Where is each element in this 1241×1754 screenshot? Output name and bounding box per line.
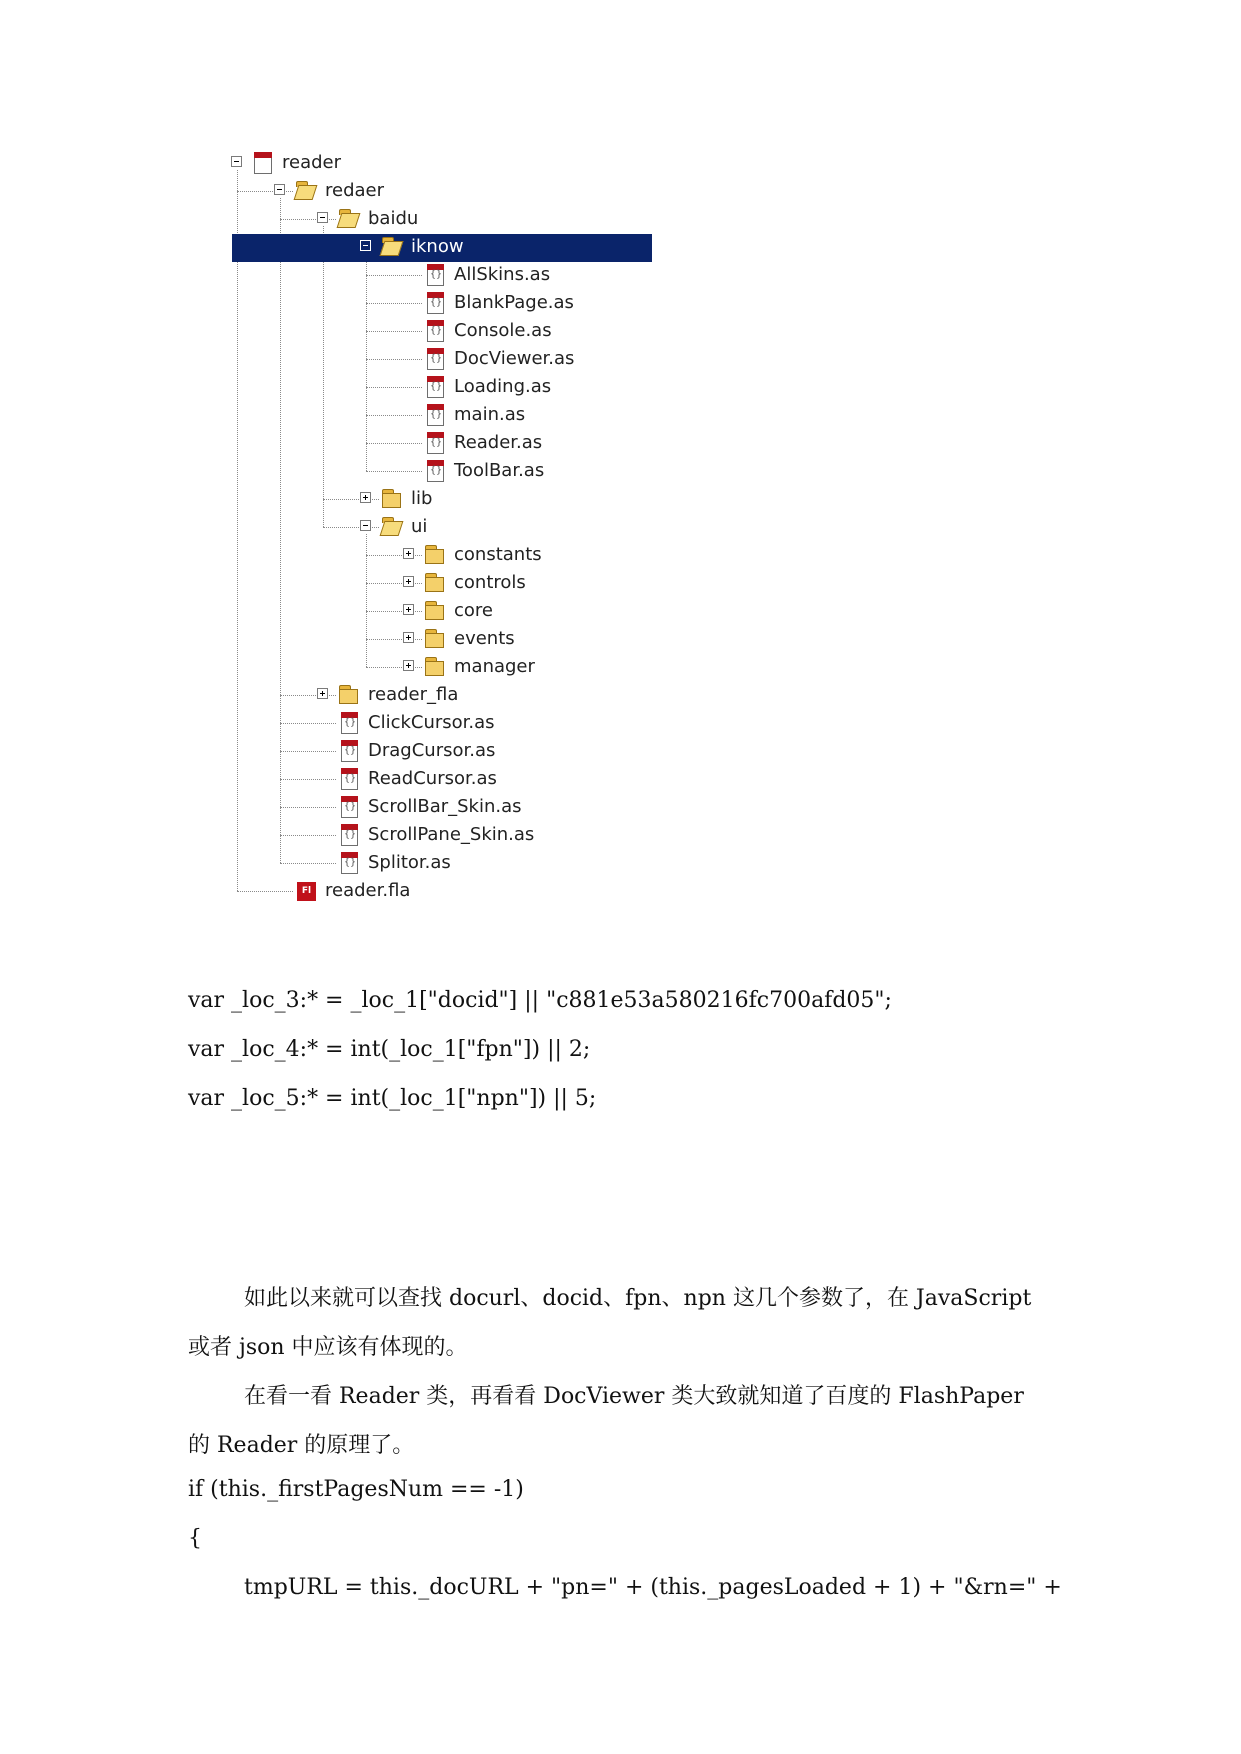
collapse-icon[interactable] <box>360 520 371 531</box>
tree-row[interactable] <box>232 626 652 652</box>
as-file-icon <box>336 739 362 763</box>
tree-row[interactable] <box>232 262 652 288</box>
tree-item-label: ScrollPane_Skin.as <box>368 824 535 845</box>
as-file-icon <box>336 823 362 847</box>
code-line: if (this._firstPagesNum == -1) <box>188 1477 524 1502</box>
folder-open-icon <box>379 515 405 539</box>
paragraph-line: 如此以来就可以查找 docurl、docid、fpn、npn 这几个参数了，在 JavaScript <box>244 1286 1032 1311</box>
code-line: var _loc_5:* = int(_loc_1["npn"]) || 5; <box>188 1086 597 1111</box>
tree-row[interactable] <box>232 570 652 596</box>
as-file-icon <box>336 851 362 875</box>
collapse-icon[interactable] <box>360 240 371 251</box>
tree-item-label: Loading.as <box>454 376 552 397</box>
tree-item-label: Splitor.as <box>368 852 451 873</box>
tree-item-label: ui <box>411 516 428 537</box>
tree-row[interactable] <box>232 794 652 820</box>
as-file-icon <box>422 263 448 287</box>
tree-row[interactable] <box>232 766 652 792</box>
collapse-icon[interactable] <box>317 212 328 223</box>
tree-row[interactable] <box>232 458 652 484</box>
tree-row[interactable] <box>232 206 652 232</box>
as-file-icon <box>422 431 448 455</box>
folder-icon <box>379 487 405 511</box>
tree-row[interactable] <box>232 402 652 428</box>
tree-item-label: Reader.as <box>454 432 543 453</box>
folder-open-icon <box>336 207 362 231</box>
folder-icon <box>336 683 362 707</box>
tree-item-label: baidu <box>368 208 419 229</box>
code-line: var _loc_3:* = _loc_1["docid"] || "c881e53a580216fc700afd05"; <box>188 988 892 1013</box>
expand-icon[interactable] <box>403 576 414 587</box>
tree-row[interactable] <box>232 878 652 904</box>
paragraph-line: 的 Reader 的原理了。 <box>188 1433 415 1458</box>
expand-icon[interactable] <box>317 688 328 699</box>
expand-icon[interactable] <box>403 604 414 615</box>
tree-item-label: reader_fla <box>368 684 459 705</box>
as-file-icon <box>422 403 448 427</box>
code-line: var _loc_4:* = int(_loc_1["fpn"]) || 2; <box>188 1037 591 1062</box>
tree-row[interactable] <box>232 234 652 260</box>
tree-row[interactable] <box>232 318 652 344</box>
as-file-icon <box>336 767 362 791</box>
tree-row[interactable] <box>232 514 652 540</box>
tree-row[interactable] <box>232 178 652 204</box>
tree-item-label: DragCursor.as <box>368 740 496 761</box>
tree-row[interactable] <box>232 738 652 764</box>
tree-row[interactable] <box>232 150 652 176</box>
tree-item-label: manager <box>454 656 535 677</box>
folder-icon <box>422 543 448 567</box>
tree-row[interactable] <box>232 654 652 680</box>
fla-file-icon <box>293 879 319 903</box>
tree-item-label: main.as <box>454 404 526 425</box>
tree-item-label: constants <box>454 544 542 565</box>
folder-open-icon <box>379 235 405 259</box>
tree-row[interactable] <box>232 486 652 512</box>
tree-item-label: ClickCursor.as <box>368 712 495 733</box>
expand-icon[interactable] <box>403 632 414 643</box>
tree-item-label: AllSkins.as <box>454 264 551 285</box>
folder-icon <box>422 599 448 623</box>
tree-item-label: Console.as <box>454 320 552 341</box>
tree-row[interactable] <box>232 346 652 372</box>
tree-row[interactable] <box>232 710 652 736</box>
collapse-icon[interactable] <box>231 156 242 167</box>
tree-row[interactable] <box>232 822 652 848</box>
code-line: { <box>188 1526 202 1551</box>
as-file-icon <box>422 375 448 399</box>
paragraph-line: 或者 json 中应该有体现的。 <box>188 1335 468 1360</box>
folder-icon <box>422 627 448 651</box>
expand-icon[interactable] <box>403 548 414 559</box>
folder-icon <box>422 655 448 679</box>
tree-row[interactable] <box>232 682 652 708</box>
tree-row[interactable] <box>232 850 652 876</box>
file-tree <box>232 150 652 920</box>
collapse-icon[interactable] <box>274 184 285 195</box>
as-file-icon <box>422 319 448 343</box>
tree-item-label: redaer <box>325 180 385 201</box>
tree-item-label: ReadCursor.as <box>368 768 497 789</box>
tree-item-label: lib <box>411 488 433 509</box>
as-file-icon <box>422 347 448 371</box>
paragraph-line: 在看一看 Reader 类，再看看 DocViewer 类大致就知道了百度的 FlashPaper <box>244 1384 1024 1409</box>
tree-row[interactable] <box>232 430 652 456</box>
tree-item-label: controls <box>454 572 526 593</box>
expand-icon[interactable] <box>360 492 371 503</box>
folder-open-icon <box>293 179 319 203</box>
tree-item-label: BlankPage.as <box>454 292 574 313</box>
folder-icon <box>422 571 448 595</box>
tree-item-label: core <box>454 600 493 621</box>
tree-item-label: events <box>454 628 515 649</box>
tree-item-label: DocViewer.as <box>454 348 575 369</box>
expand-icon[interactable] <box>403 660 414 671</box>
code-line: tmpURL = this._docURL + "pn=" + (this._pagesLoaded + 1) + "&rn=" + <box>244 1575 1062 1600</box>
as-file-icon <box>336 795 362 819</box>
tree-row[interactable] <box>232 374 652 400</box>
tree-item-label: iknow <box>411 236 464 257</box>
tree-item-label: reader.fla <box>325 880 411 901</box>
root-doc-icon <box>250 151 276 175</box>
tree-row[interactable] <box>232 290 652 316</box>
tree-item-label: ScrollBar_Skin.as <box>368 796 522 817</box>
tree-item-label: ToolBar.as <box>454 460 545 481</box>
tree-row[interactable] <box>232 598 652 624</box>
tree-row[interactable] <box>232 542 652 568</box>
as-file-icon <box>422 291 448 315</box>
tree-item-label: reader <box>282 152 342 173</box>
as-file-icon <box>422 459 448 483</box>
as-file-icon <box>336 711 362 735</box>
